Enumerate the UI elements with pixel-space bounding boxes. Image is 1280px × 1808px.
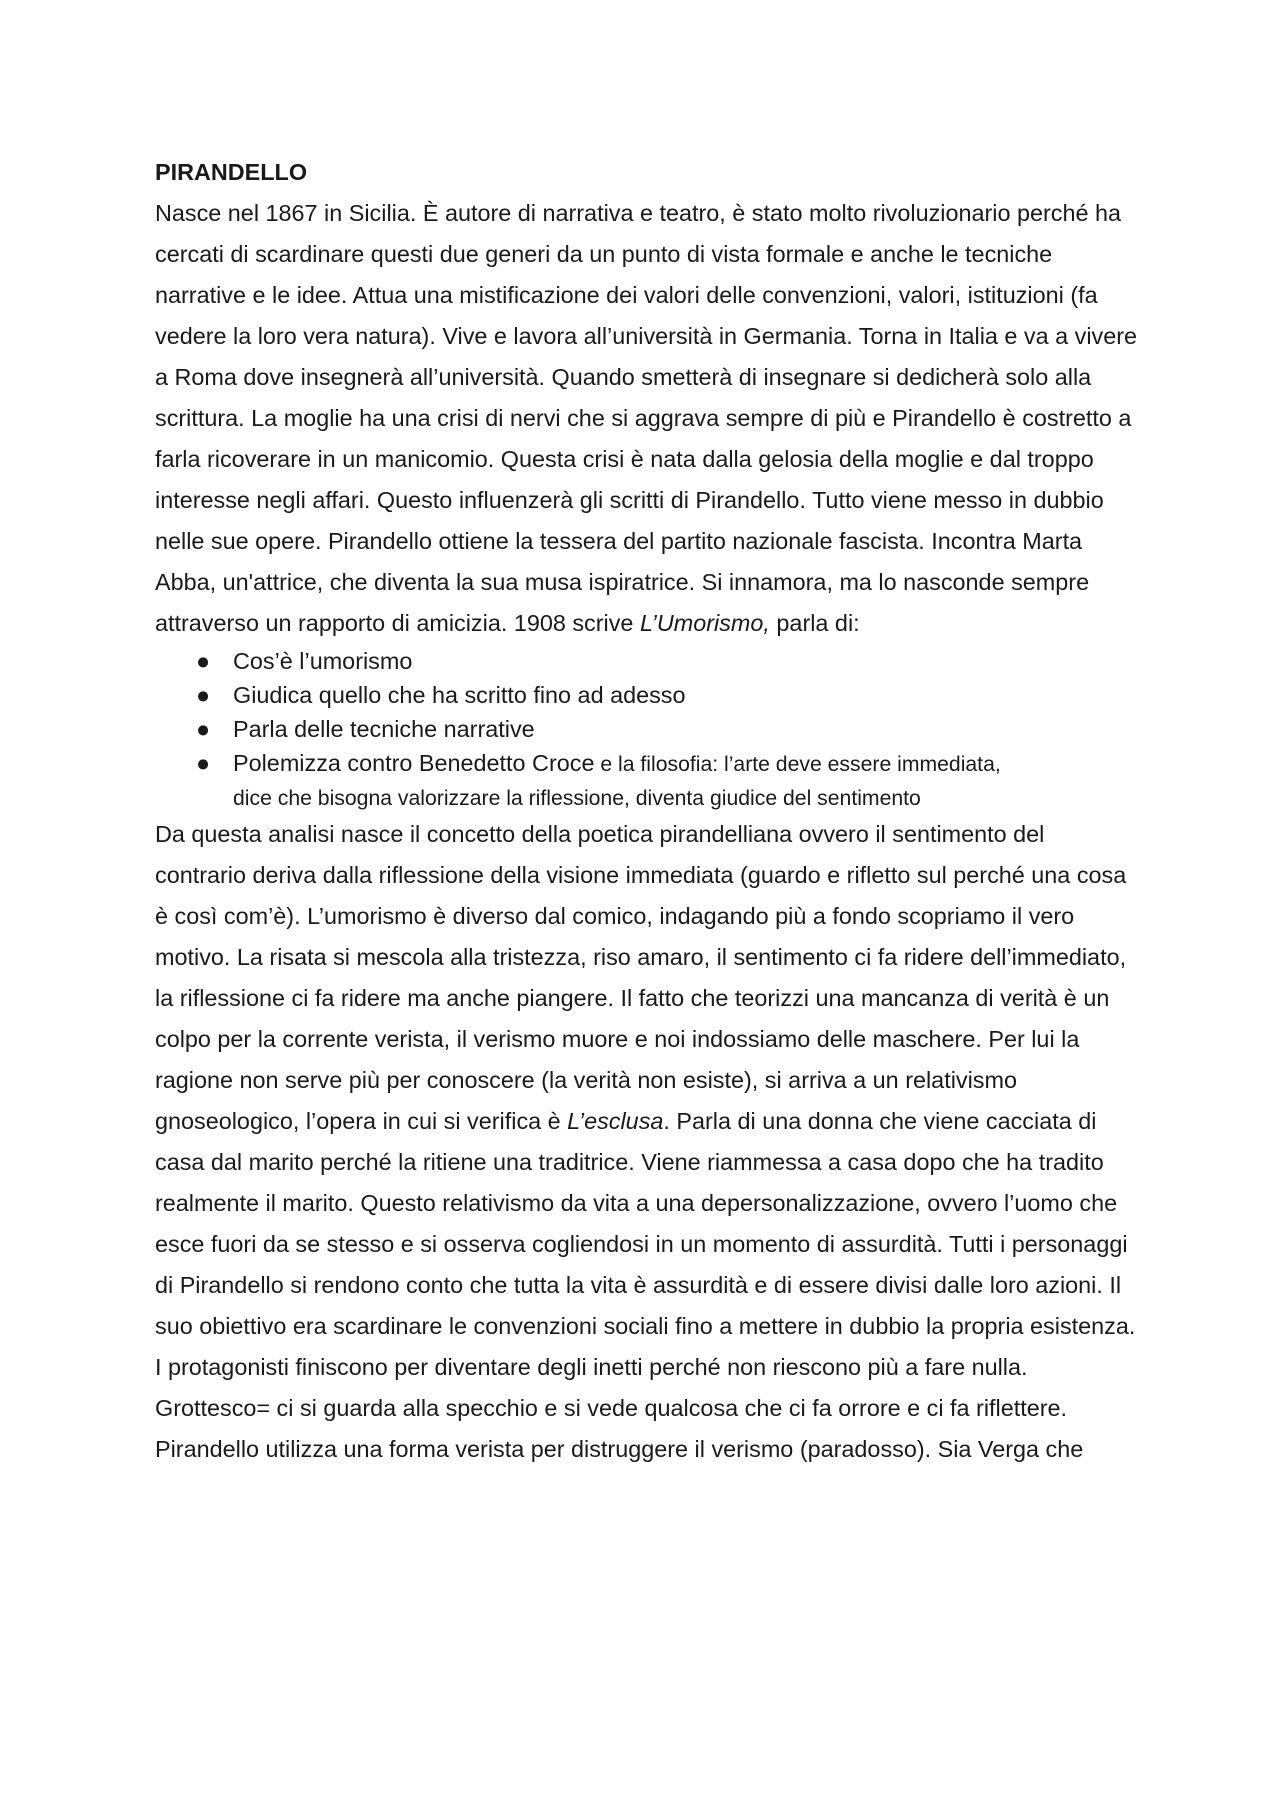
paragraph-analysis-tail: . Parla di una donna che viene cacciata di casa dal marito perché la ritiene una traditrice. Viene riammessa a casa dopo che ha tradito realmente il marito. Questo relativismo da vita a una depersonalizzazione, ovvero l’uomo che esce fuori da se stesso e si osserva cogliendosi in un momento di assurdità. Tutti i personaggi di Pirandello si rendono conto che tutta la vita è assurdità e di essere divisi dalle loro azioni. Il suo obiettivo era scardinare le convenzioni sociali fino a mettere in dubbio la propria esistenza. I protagonisti finiscono per diventare degli inetti perché non riescono più a fare nulla. Grottesco= ci si guarda alla specchio e si vede qualcosa che ci fa orrore e ci fa riflettere. Pirandello utilizza una forma verista per distruggere il verismo (paradosso). Sia Verga che: [155, 1108, 1136, 1462]
list-item-text: Cos’è l’umorismo: [233, 648, 413, 674]
list-item-text: Polemizza contro Benedetto Croce: [233, 750, 595, 776]
document-title: PIRANDELLO: [155, 159, 308, 185]
list-item-continuation: dice che bisogna valorizzare la riflessione, diventa giudice del sentimento: [233, 787, 921, 810]
bullet-icon: ●: [196, 682, 211, 708]
work-title-esclusa: L’esclusa: [567, 1108, 664, 1134]
paragraph-analysis-text: Da questa analisi nasce il concetto della poetica pirandelliana ovvero il sentimento del contrario deriva dalla riflessione della visione immediata (guardo e rifletto sul perché una cosa è così com’è). L’umorismo è diverso dal comico, indagando più a fondo scopriamo il vero motivo. La risata si mescola alla tristezza, riso amaro, il sentimento ci fa ridere dell’immediato, la riflessione ci fa ridere ma anche piangere. Il fatto che teorizzi una mancanza di verità è un colpo per la corrente verista, il verismo muore e noi indossiamo delle maschere. Per lui la ragione non serve più per conoscere (la verità non esiste), si arriva a un relativismo gnoseologico, l’opera in cui si verifica è: [155, 821, 1127, 1134]
list-item-text-small: e la filosofia: l’arte deve essere immediata,: [594, 753, 1001, 776]
bullet-icon: ●: [196, 750, 211, 776]
paragraph-intro-text: Nasce nel 1867 in Sicilia. È autore di narrativa e teatro, è stato molto rivoluzionario perché ha cercati di scardinare questi due generi da un punto di vista formale e anche le tecniche narrative e le idee. Attua una mistificazione dei valori delle convenzioni, valori, istituzioni (fa vedere la loro vera natura). Vive e lavora all’università in Germania. Torna in Italia e va a vivere a Roma dove insegnerà all’università. Quando smetterà di insegnare si dedicherà solo alla scrittura. La moglie ha una crisi di nervi che si aggrava sempre di più e Pirandello è costretto a farla ricoverare in un manicomio. Questa crisi è nata dalla gelosia della moglie e dal troppo interesse negli affari. Questo influenzerà gli scritti di Pirandello. Tutto viene messo in dubbio nelle sue opere. Pirandello ottiene la tessera del partito nazionale fascista. Incontra Marta Abba, un'attrice, che diventa la sua musa ispiratrice. Si innamora, ma lo nasconde sempre attraverso un rapporto di amicizia. 1908 scrive: [155, 200, 1138, 636]
bullet-list: [155, 644, 1140, 816]
paragraph-intro: [155, 193, 1140, 644]
work-title-umorismo: L’Umorismo,: [639, 610, 770, 636]
list-item: [196, 644, 1140, 678]
bullet-icon: ●: [196, 716, 211, 742]
list-item-text: Parla delle tecniche narrative: [233, 716, 535, 742]
paragraph-intro-tail: parla di:: [769, 610, 860, 636]
document-page: [155, 152, 1140, 1470]
paragraph-analysis: [155, 814, 1140, 1470]
list-item-text: Giudica quello che ha scritto fino ad adesso: [233, 682, 686, 708]
list-item: [196, 746, 1140, 816]
bullet-icon: ●: [196, 648, 211, 674]
list-item: [196, 678, 1140, 712]
list-item: [196, 712, 1140, 746]
